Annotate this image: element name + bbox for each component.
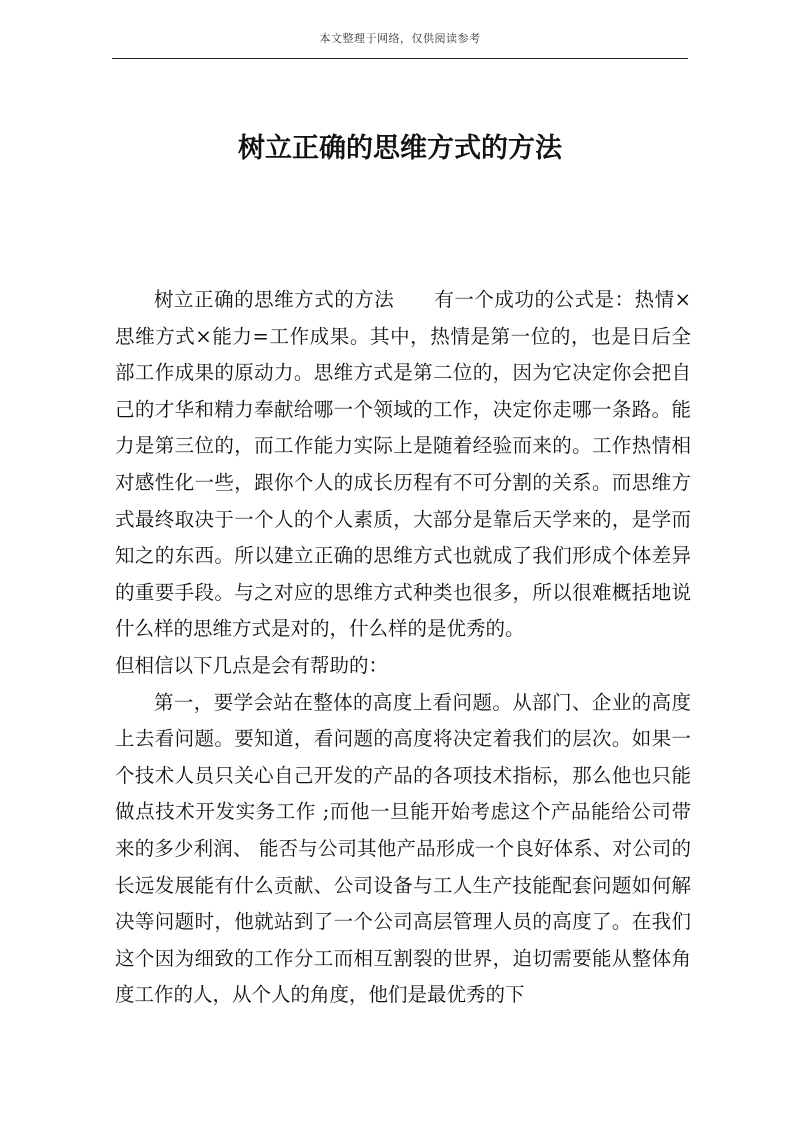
document-body (115, 282, 691, 1014)
body-paragraph-3: 第一，要学会站在整体的高度上看问题。从部门、企业的高度上去看问题。要知道，看问题的高度将决定着我们的层次。如果一个技术人员只关心自己开发的产品的各项技术指标，那么他也只能做点技术开发实务工作 ;而他一旦能开始考虑这个产品能给公司带来的多少利润、 能否与公司其他产品形成一个良好体系、对公司的长远发展能有什么贡献、公司设备与工人生产技能配套问题如何解决等问题时，他就站到了一个公司高层管理人员的高度了。在我们这个因为细致的工作分工而相互割裂的世界，迫切需要能从整体角度工作的人，从个人的角度，他们是最优秀的下 (115, 690, 691, 1007)
page-header-note: 本文整理于网络，仅供阅读参考 (319, 32, 481, 45)
header-divider (112, 58, 688, 59)
body-paragraph-1: 树立正确的思维方式的方法 有一个成功的公式是：热情×思维方式×能力=工作成果。其中，热情是第一位的，也是日后全部工作成果的原动力。思维方式是第二位的，因为它决定你会把自己的才华和精力奉献给哪一个领域的工作，决定你走哪一条路。能力是第三位的，而工作能力实际上是随着经验而来的。工作热情相对感性化一些，跟你个人的成长历程有不可分割的关系。而思维方式最终取决于一个人的个人素质，大部分是靠后天学来的，是学而知之的东西。所以建立正确的思维方式也就成了我们形成个体差异的重要手段。与之对应的思维方式种类也很多，所以很难概括地说什么样的思维方式是对的，什么样的是优秀的。 (115, 288, 691, 641)
document-title: 树立正确的思维方式的方法 (238, 133, 562, 164)
body-paragraph-2: 但相信以下几点是会有帮助的： (115, 653, 389, 677)
